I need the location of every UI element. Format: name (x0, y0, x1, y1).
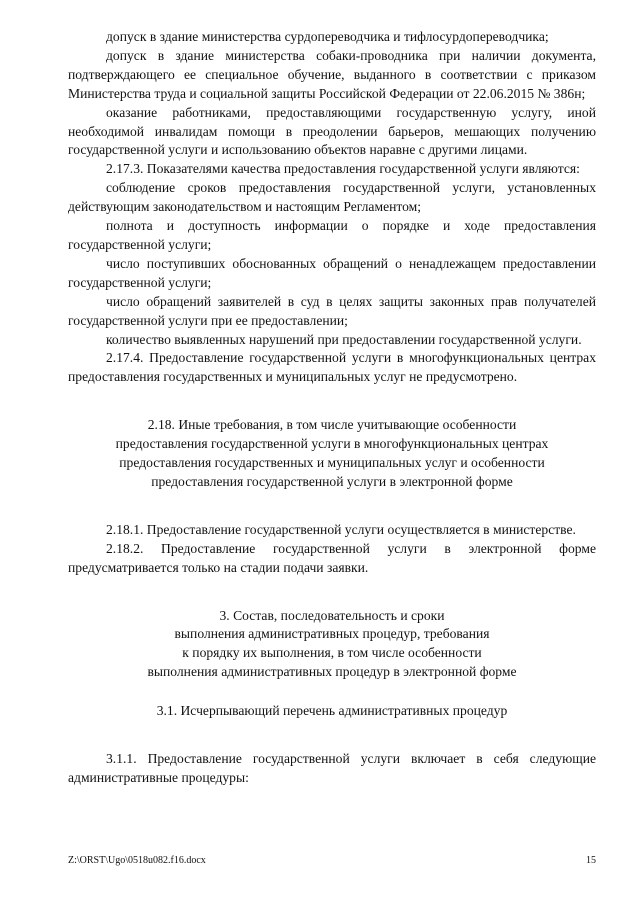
paragraph: количество выявленных нарушений при предоставлении государственной услуги. (106, 331, 582, 347)
section-heading-3-1: 3.1. Исчерпывающий перечень административных процедур (156, 703, 508, 719)
paragraph: число обращений заявителей в суд в целях защиты законных прав получателей государственной услуги при ее предоставлении; (68, 293, 596, 328)
paragraph: 2.18.2. Предоставление государственной услуги в электронной форме предусматривается только на стадии подачи заявки. (68, 540, 596, 575)
heading-line: выполнения административных процедур в электронной форме (147, 664, 517, 680)
paragraph: 2.17.4. Предоставление государственной услуги в многофункциональных центрах предоставления государственных и муниципальных услуг не предусмотрено. (68, 350, 596, 385)
paragraph: число поступивших обоснованных обращений о ненадлежащем предоставлении государственной услуги; (68, 255, 596, 290)
section-heading-2-18 (68, 416, 596, 492)
paragraph: 2.17.3. Показателями качества предоставления государственной услуги являются: (106, 161, 580, 177)
page-number: 15 (586, 855, 596, 866)
heading-line: выполнения административных процедур, требования (174, 626, 490, 642)
heading-line: предоставления государственной услуги в электронной форме (151, 473, 513, 489)
section-heading-3 (68, 607, 596, 683)
paragraph: допуск в здание министерства сурдопереводчика и тифлосурдопереводчика; (106, 29, 549, 44)
paragraph: 2.18.1. Предоставление государственной услуги осуществляется в министерстве. (106, 521, 576, 537)
heading-line: 3. Состав, последовательность и сроки (219, 607, 445, 623)
paragraph: допуск в здание министерства собаки-проводника при наличии документа, подтверждающего ее специальное обучение, выданного в соответствии с приказом Министерства труда и социальной защиты Российской Федерации от 22.06.2015 № 386н; (68, 47, 596, 101)
paragraph: полнота и доступность информации о порядке и ходе предоставления государственной услуги; (68, 218, 596, 252)
document-body (68, 28, 596, 788)
paragraph: 3.1.1. Предоставление государственной услуги включает в себя следующие административные процедуры: (68, 751, 596, 785)
heading-line: 2.18. Иные требования, в том числе учитывающие особенности (147, 417, 517, 433)
heading-line: предоставления государственной услуги в многофункциональных центрах (115, 436, 549, 452)
file-path: Z:\ORST\Ugo\0518u082.f16.docx (68, 855, 206, 866)
paragraph: соблюдение сроков предоставления государственной услуги, установленных действующим законодательством и настоящим Регламентом; (68, 180, 596, 215)
heading-line: предоставления государственных и муниципальных услуг и особенности (119, 455, 545, 471)
paragraph: оказание работниками, предоставляющими государственную услугу, иной необходимой инвалидам помощи в преодолении барьеров, мешающих получению государственной услуги и использованию объектов наравне с другими лицами. (68, 104, 596, 158)
heading-line: к порядку их выполнения, в том числе особенности (182, 645, 482, 661)
